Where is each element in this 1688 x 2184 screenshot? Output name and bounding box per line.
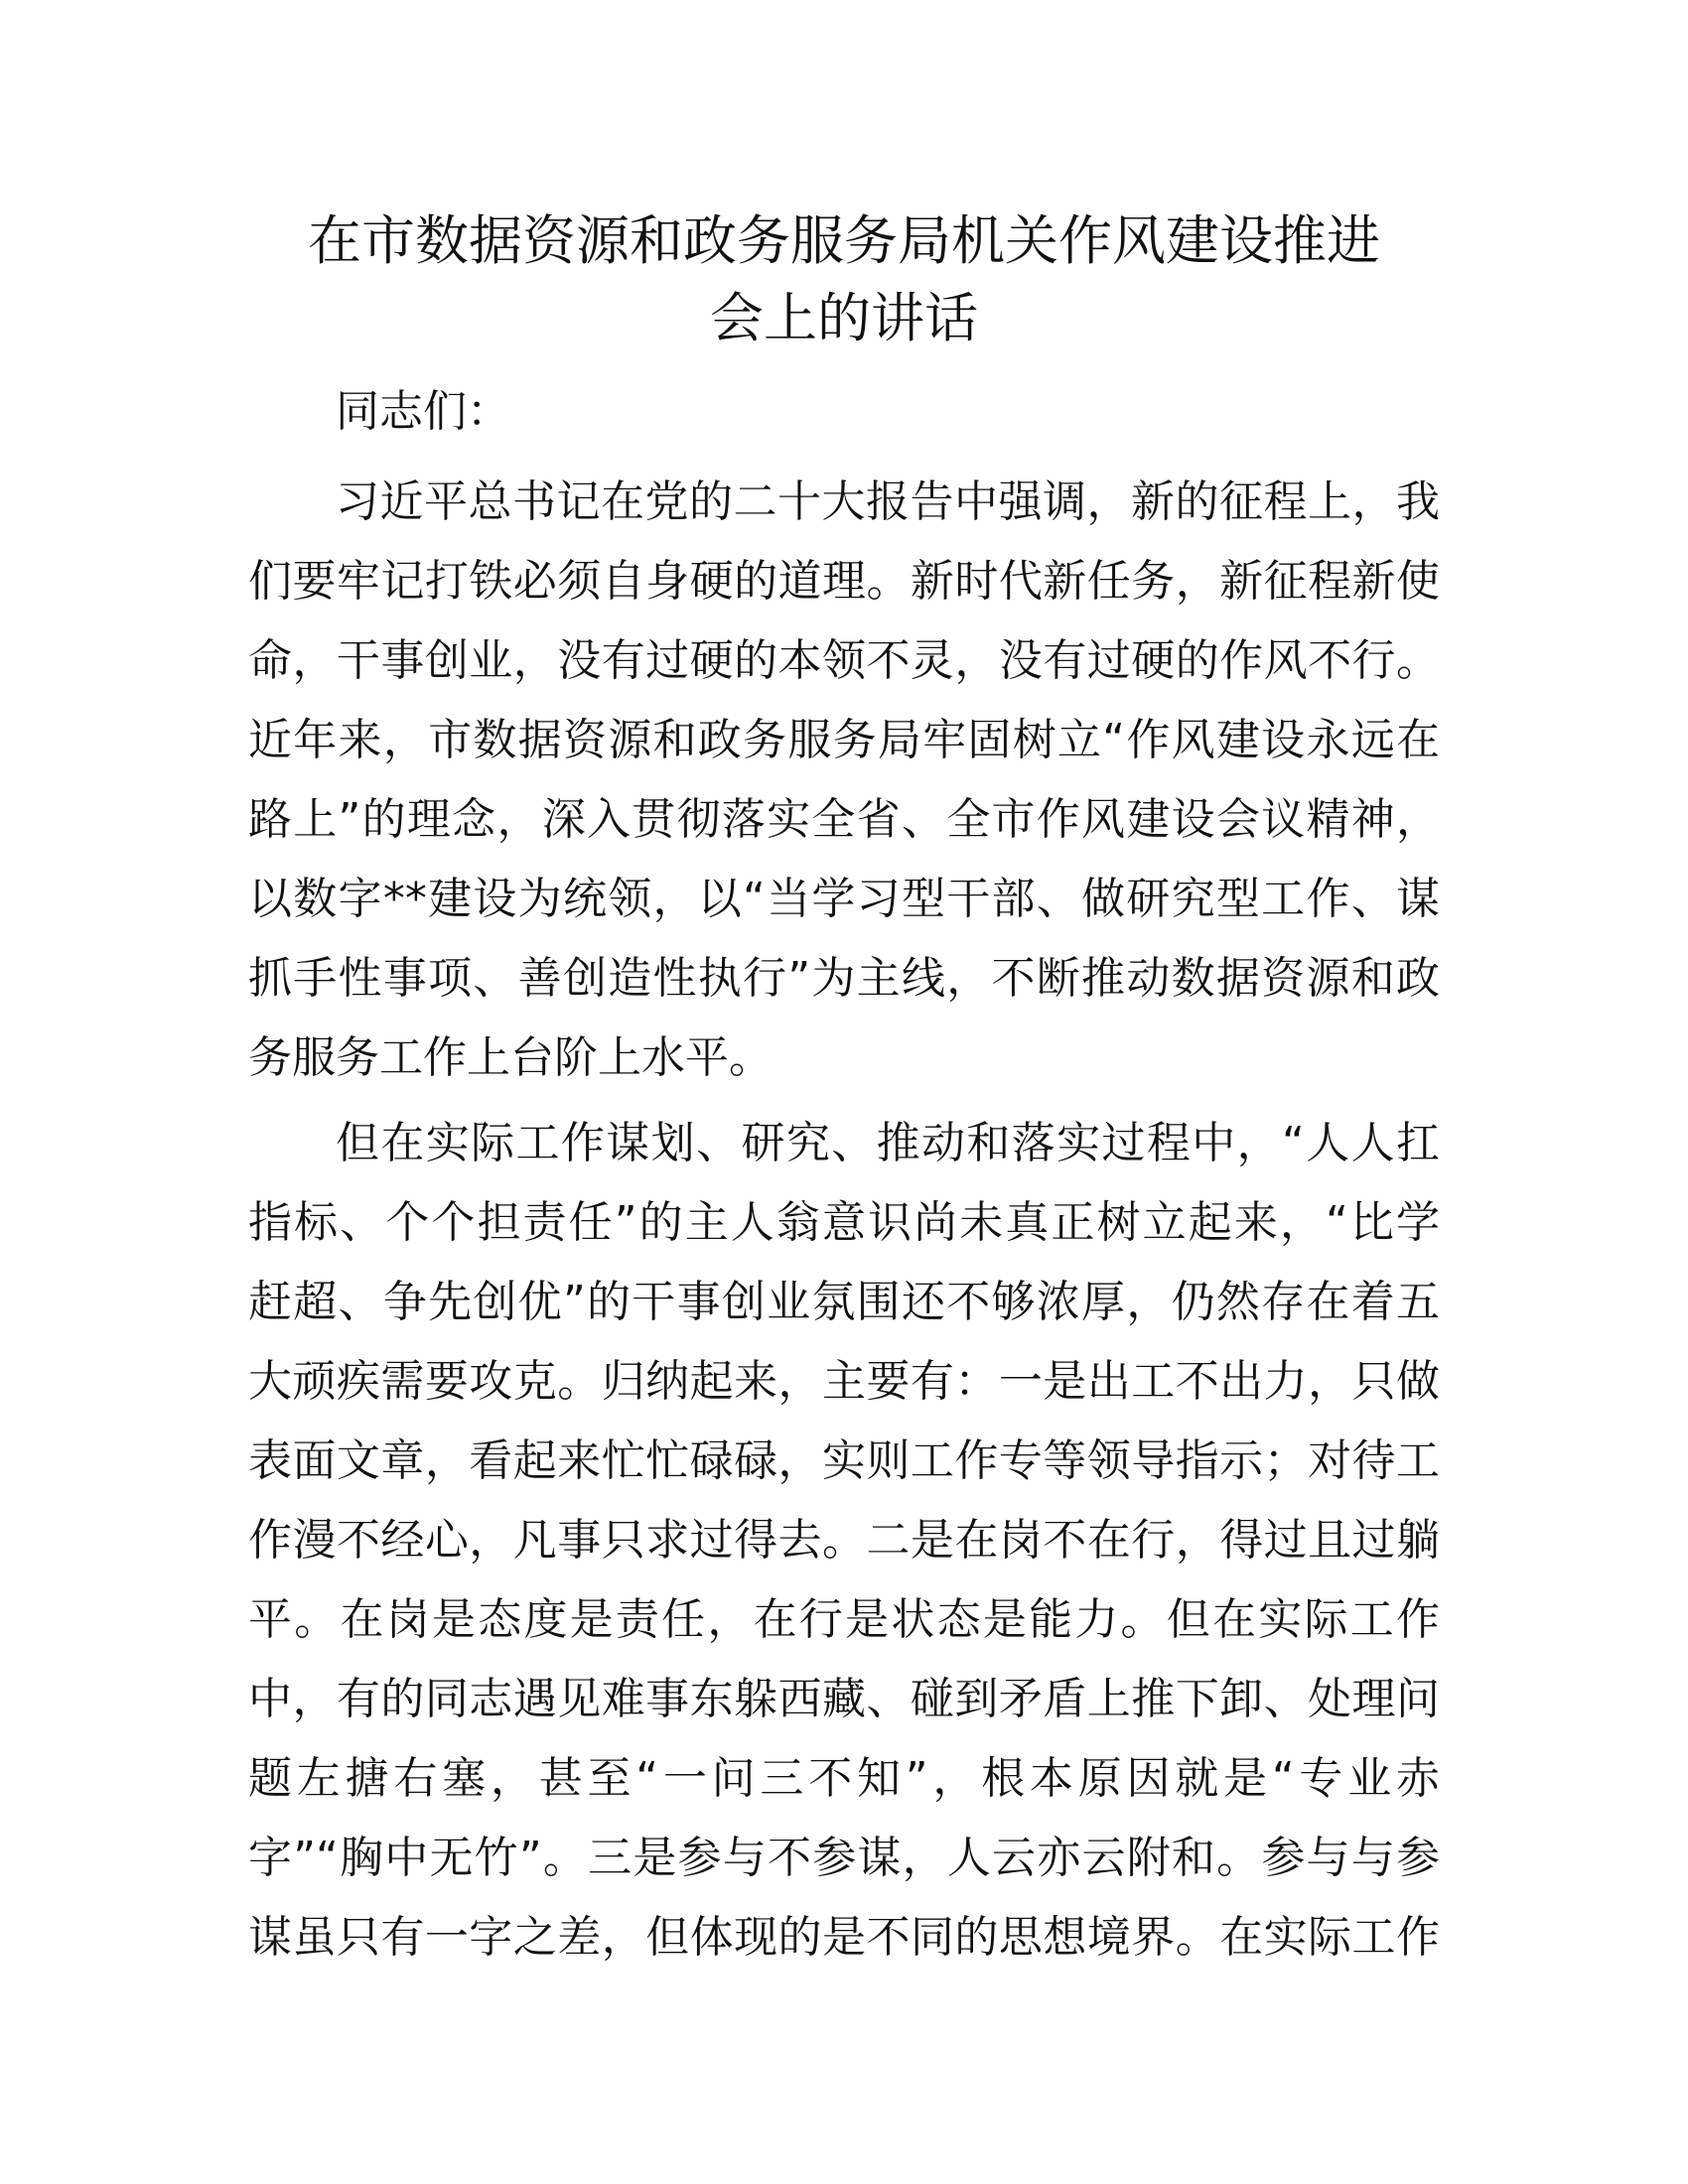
paragraph-2-line: 指标、个个担责任”的主人翁意识尚未真正树立起来，“比学 [248, 1197, 1440, 1248]
paragraph-1-line: 路上”的理念，深入贯彻落实全省、全市作风建设会议精神， [248, 794, 1440, 845]
paragraph-2-line: 中，有的同志遇见难事东躲西藏、碰到矛盾上推下卸、处理问 [248, 1674, 1440, 1724]
document-title-line-1: 在市数据资源和政务服务局机关作风建设推进 [308, 209, 1380, 272]
paragraph-2-line: 但在实际工作谋划、研究、推动和落实过程中，“人人扛 [336, 1118, 1440, 1168]
paragraph-2-line: 字”“胸中无竹”。三是参与不参谋，人云亦云附和。参与与参 [248, 1833, 1440, 1883]
paragraph-2-line: 表面文章，看起来忙忙碌碌，实则工作专等领导指示；对待工 [248, 1435, 1440, 1486]
paragraph-2-line: 作漫不经心，凡事只求过得去。二是在岗不在行，得过且过躺 [248, 1515, 1440, 1566]
greeting: 同志们： [336, 386, 510, 437]
paragraph-1-line: 以数字**建设为统领，以“当学习型干部、做研究型工作、谋 [248, 874, 1440, 924]
paragraph-1-line: 近年来，市数据资源和政务服务局牢固树立“作风建设永远在 [248, 715, 1440, 765]
paragraph-1-line: 们要牢记打铁必须自身硬的道理。新时代新任务，新征程新使 [248, 556, 1440, 607]
paragraph-2-line: 赶超、争先创优”的干事创业氛围还不够浓厚，仍然存在着五 [248, 1277, 1440, 1327]
document-title-line-2: 会上的讲话 [710, 287, 978, 349]
paragraph-1-line: 抓手性事项、善创造性执行”为主线，不断推动数据资源和政 [248, 953, 1440, 1004]
paragraph-1-line: 习近平总书记在党的二十大报告中强调，新的征程上，我 [336, 477, 1440, 527]
paragraph-2-line: 谋虽只有一字之差，但体现的是不同的思想境界。在实际工作 [248, 1912, 1440, 1963]
paragraph-1-line: 务服务工作上台阶上水平。 [248, 1032, 773, 1083]
paragraph-1-line: 命，干事创业，没有过硬的本领不灵，没有过硬的作风不行。 [248, 635, 1440, 686]
paragraph-2-line: 题左搪右塞，甚至“一问三不知”，根本原因就是“专业赤 [248, 1753, 1440, 1804]
paragraph-2-line: 平。在岗是态度是责任，在行是状态是能力。但在实际工作 [248, 1594, 1440, 1645]
paragraph-2-line: 大顽疾需要攻克。归纳起来，主要有：一是出工不出力，只做 [248, 1356, 1440, 1407]
